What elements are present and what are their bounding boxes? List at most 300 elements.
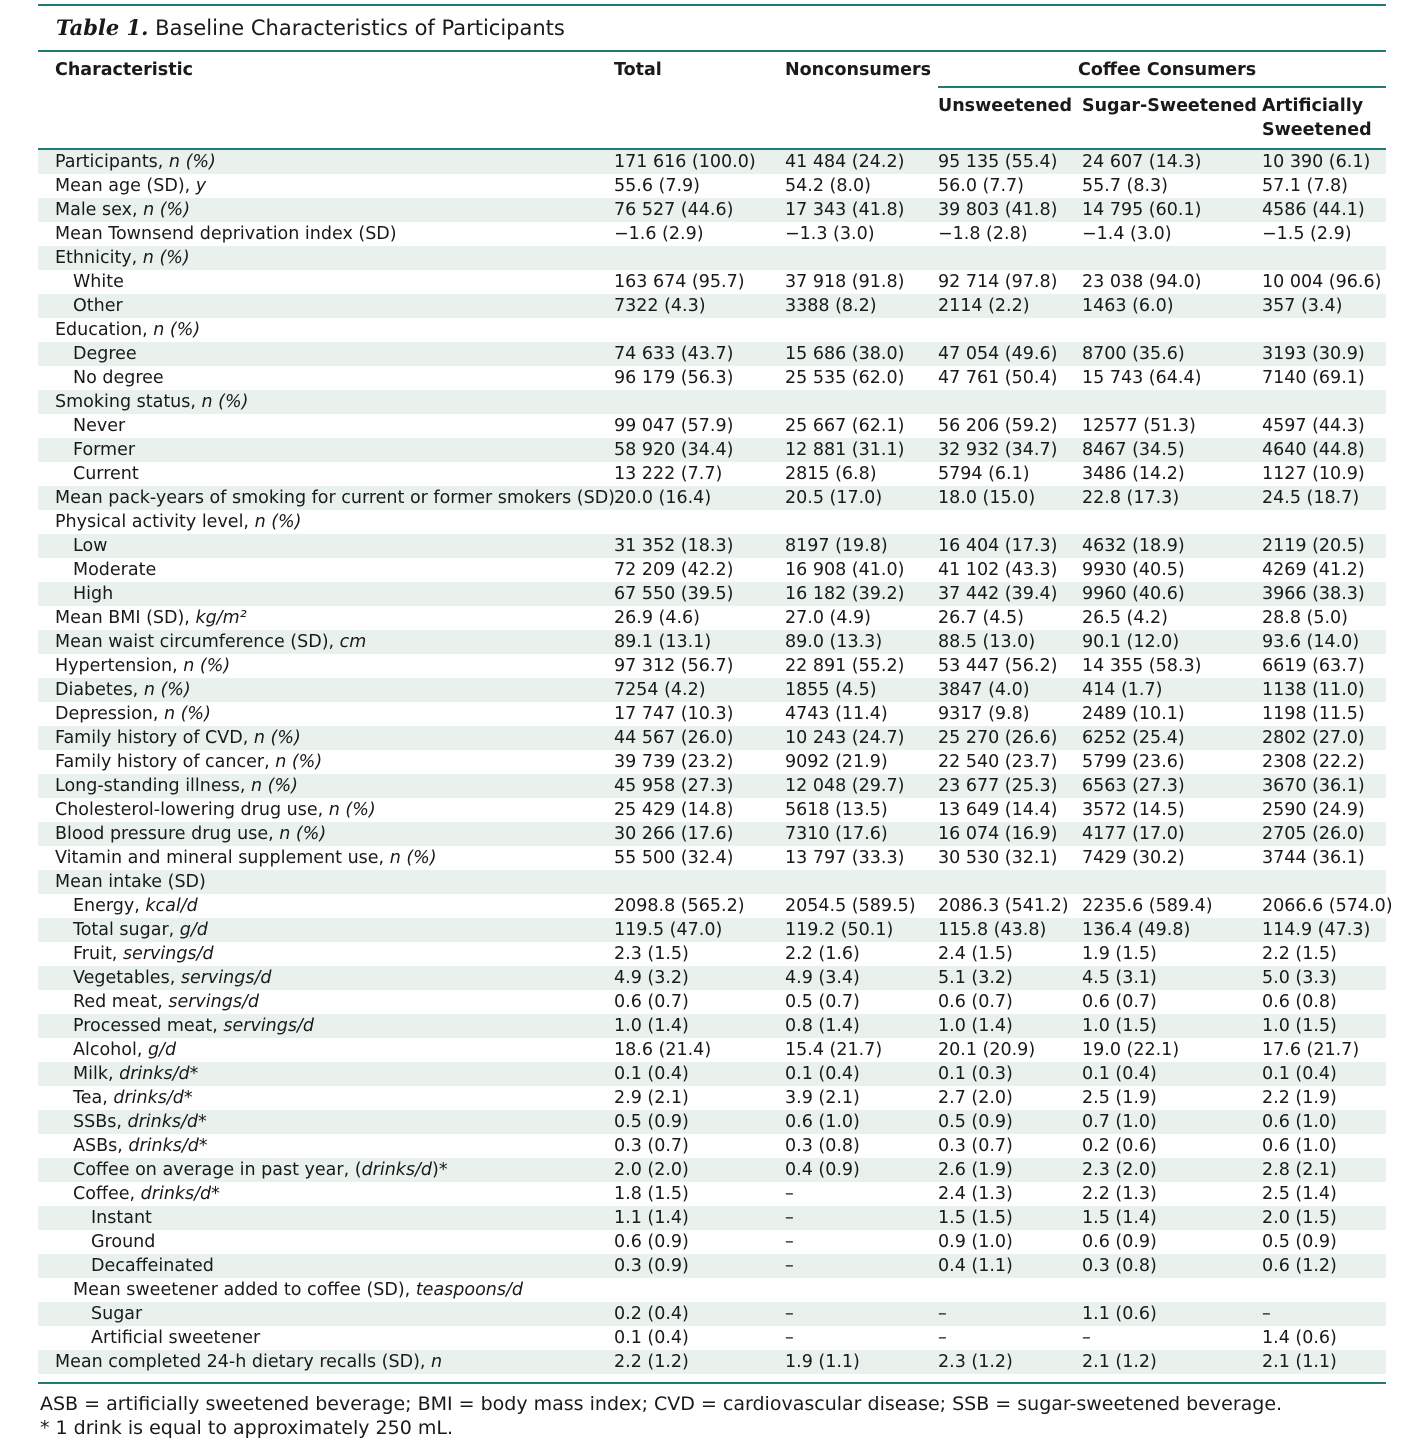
cell-unsweetened: 92 714 (97.8) [938, 272, 1058, 292]
cell-total: 26.9 (4.6) [614, 608, 701, 628]
table-row [38, 702, 1386, 726]
cell-sugar-sweetened: – [1082, 1328, 1091, 1348]
row-label-text: Instant [91, 1208, 152, 1228]
row-label-text: Family history of cancer, [55, 752, 276, 772]
cell-total: 0.5 (0.9) [614, 1112, 689, 1132]
table-row [38, 1182, 1386, 1206]
cell-artificially-sweetened: 2705 (26.0) [1262, 824, 1365, 844]
cell-unsweetened: 18.0 (15.0) [938, 488, 1036, 508]
cell-total: 4.9 (3.2) [614, 968, 689, 988]
row-unit: cm [339, 632, 367, 652]
cell-total: 0.6 (0.9) [614, 1232, 689, 1252]
cell-sugar-sweetened: 7429 (30.2) [1082, 848, 1185, 868]
cell-sugar-sweetened: 1.0 (1.5) [1082, 1016, 1157, 1036]
cell-unsweetened: 20.1 (20.9) [938, 1040, 1036, 1060]
cell-nonconsumers: 8197 (19.8) [785, 536, 888, 556]
table-label: Table 1. [56, 15, 149, 40]
row-label [73, 990, 259, 1014]
cell-total: 96 179 (56.3) [614, 368, 734, 388]
cell-artificially-sweetened: 2.2 (1.9) [1262, 1088, 1337, 1108]
row-label [73, 294, 123, 318]
cell-sugar-sweetened: 1.1 (0.6) [1082, 1304, 1157, 1324]
cell-artificially-sweetened: 357 (3.4) [1262, 296, 1343, 316]
table-row [38, 582, 1386, 606]
cell-sugar-sweetened: 0.2 (0.6) [1082, 1136, 1157, 1156]
row-label [55, 486, 615, 510]
col-header-artificially-line1: Artificially [1262, 96, 1364, 116]
row-label [73, 462, 139, 486]
row-label [73, 558, 156, 582]
cell-sugar-sweetened: 22.8 (17.3) [1082, 488, 1180, 508]
row-label-text: Long-standing illness, [55, 776, 251, 796]
cell-nonconsumers: – [785, 1256, 794, 1276]
cell-artificially-sweetened: 114.9 (47.3) [1262, 920, 1371, 940]
cell-artificially-sweetened: 0.5 (0.9) [1262, 1232, 1337, 1252]
table-row [38, 870, 1386, 894]
cell-unsweetened: 0.9 (1.0) [938, 1232, 1013, 1252]
cell-artificially-sweetened: 1.0 (1.5) [1262, 1016, 1337, 1036]
row-label-text: Mean intake (SD) [55, 872, 206, 892]
cell-nonconsumers: – [785, 1208, 794, 1228]
row-unit: drinks/d* [127, 1112, 207, 1132]
table-row [38, 1278, 1386, 1302]
cell-sugar-sweetened: 6252 (25.4) [1082, 728, 1185, 748]
cell-total: 163 674 (95.7) [614, 272, 745, 292]
cell-nonconsumers: 27.0 (4.9) [785, 608, 872, 628]
cell-nonconsumers: 16 182 (39.2) [785, 584, 905, 604]
row-label [55, 222, 397, 246]
cell-artificially-sweetened: 2802 (27.0) [1262, 728, 1365, 748]
row-label-text: Family history of CVD, [55, 728, 254, 748]
cell-nonconsumers: 0.4 (0.9) [785, 1160, 860, 1180]
row-label [55, 174, 206, 198]
row-label-text: Smoking status, [55, 392, 202, 412]
row-unit: n (%) [142, 248, 190, 268]
cell-nonconsumers: 0.5 (0.7) [785, 992, 860, 1012]
cell-artificially-sweetened: 2308 (22.2) [1262, 752, 1365, 772]
table-row [38, 1254, 1386, 1278]
cell-sugar-sweetened: 4177 (17.0) [1082, 824, 1185, 844]
row-label [91, 1302, 142, 1326]
row-unit: n (%) [253, 728, 301, 748]
row-unit: servings/d [180, 968, 272, 988]
row-label [73, 1182, 220, 1206]
row-label-text: Vegetables, [73, 968, 181, 988]
cell-sugar-sweetened: 3486 (14.2) [1082, 464, 1185, 484]
cell-artificially-sweetened: 1198 (11.5) [1262, 704, 1365, 724]
cell-artificially-sweetened: 1.4 (0.6) [1262, 1328, 1337, 1348]
row-label [73, 1158, 448, 1182]
cell-total: 76 527 (44.6) [614, 200, 734, 220]
cell-unsweetened: 26.7 (4.5) [938, 608, 1025, 628]
cell-sugar-sweetened: 1463 (6.0) [1082, 296, 1174, 316]
cell-total: 17 747 (10.3) [614, 704, 734, 724]
row-label-text: Coffee, [73, 1184, 141, 1204]
cell-sugar-sweetened: 2489 (10.1) [1082, 704, 1185, 724]
row-label [55, 798, 376, 822]
cell-artificially-sweetened: 4640 (44.8) [1262, 440, 1365, 460]
cell-total: 0.2 (0.4) [614, 1304, 689, 1324]
row-label [55, 870, 206, 894]
table-row [38, 726, 1386, 750]
cell-sugar-sweetened: 19.0 (22.1) [1082, 1040, 1180, 1060]
cell-unsweetened: 0.5 (0.9) [938, 1112, 1013, 1132]
cell-total: 2.3 (1.5) [614, 944, 689, 964]
row-label-text: Education, [55, 320, 154, 340]
row-label [73, 1062, 198, 1086]
cell-total: 2.2 (1.2) [614, 1352, 689, 1372]
cell-artificially-sweetened: 0.6 (1.0) [1262, 1112, 1337, 1132]
cell-nonconsumers: 12 048 (29.7) [785, 776, 905, 796]
cell-artificially-sweetened: 2.0 (1.5) [1262, 1208, 1337, 1228]
table-row [38, 822, 1386, 846]
row-label [55, 606, 247, 630]
row-unit: n (%) [389, 848, 437, 868]
table-row [38, 606, 1386, 630]
cell-total: 55.6 (7.9) [614, 176, 701, 196]
cell-total: 45 958 (27.3) [614, 776, 734, 796]
cell-nonconsumers: 25 667 (62.1) [785, 416, 905, 436]
row-label-text: Fruit, [73, 944, 123, 964]
cell-unsweetened: 2.3 (1.2) [938, 1352, 1013, 1372]
cell-artificially-sweetened: 4597 (44.3) [1262, 416, 1365, 436]
cell-total: 2.9 (2.1) [614, 1088, 689, 1108]
cell-nonconsumers: 0.8 (1.4) [785, 1016, 860, 1036]
row-label-text: Blood pressure drug use, [55, 824, 280, 844]
row-label-text: Ethnicity, [55, 248, 143, 268]
row-label [55, 726, 301, 750]
footnote-abbreviations: ASB = artificially sweetened beverage; BMI = body mass index; CVD = cardiovascular disease; SSB = sugar-sweetened beverage. [40, 1393, 1283, 1415]
cell-sugar-sweetened: 0.3 (0.8) [1082, 1256, 1157, 1276]
table-row [38, 1326, 1386, 1350]
cell-sugar-sweetened: 12577 (51.3) [1082, 416, 1196, 436]
table-row [38, 1110, 1386, 1134]
cell-unsweetened: 2114 (2.2) [938, 296, 1030, 316]
cell-unsweetened: 2.7 (2.0) [938, 1088, 1013, 1108]
table-row [38, 438, 1386, 462]
cell-nonconsumers: 2054.5 (589.5) [785, 896, 916, 916]
row-label-text: Energy, [73, 896, 146, 916]
table-row [38, 534, 1386, 558]
cell-total: 0.6 (0.7) [614, 992, 689, 1012]
table-row [38, 222, 1386, 246]
row-label-text: Mean age (SD), [55, 176, 196, 196]
row-unit: n (%) [168, 152, 216, 172]
row-label [73, 1110, 207, 1134]
row-label-text: White [73, 272, 124, 292]
row-label-text: High [73, 584, 114, 604]
table-row [38, 966, 1386, 990]
table-row [38, 846, 1386, 870]
cell-total: 0.3 (0.9) [614, 1256, 689, 1276]
cell-total: 20.0 (16.4) [614, 488, 712, 508]
cell-artificially-sweetened: 2.5 (1.4) [1262, 1184, 1337, 1204]
row-label [55, 774, 298, 798]
cell-sugar-sweetened: 2235.6 (589.4) [1082, 896, 1213, 916]
table-row [38, 918, 1386, 942]
cell-unsweetened: 39 803 (41.8) [938, 200, 1058, 220]
row-label [73, 366, 164, 390]
cell-total: 1.0 (1.4) [614, 1016, 689, 1036]
cell-artificially-sweetened: 1127 (10.9) [1262, 464, 1365, 484]
row-label [55, 246, 190, 270]
table-row [38, 894, 1393, 918]
row-unit: servings/d [223, 1016, 314, 1036]
top-rule [38, 4, 1386, 6]
cell-nonconsumers: 1.9 (1.1) [785, 1352, 860, 1372]
cell-sugar-sweetened: 0.6 (0.7) [1082, 992, 1157, 1012]
row-unit: n (%) [183, 656, 231, 676]
cell-sugar-sweetened: 14 795 (60.1) [1082, 200, 1202, 220]
cell-nonconsumers: 3388 (8.2) [785, 296, 877, 316]
table-row [38, 1350, 1386, 1374]
row-label [73, 1134, 208, 1158]
cell-sugar-sweetened: 8700 (35.6) [1082, 344, 1185, 364]
cell-unsweetened: 56.0 (7.7) [938, 176, 1025, 196]
table-row [38, 774, 1386, 798]
cell-nonconsumers: 25 535 (62.0) [785, 368, 905, 388]
row-label [55, 150, 216, 174]
cell-nonconsumers: 0.6 (1.0) [785, 1112, 860, 1132]
row-unit: g/d [147, 1040, 177, 1060]
cell-nonconsumers: – [785, 1328, 794, 1348]
row-label-text: Current [73, 464, 139, 484]
cell-artificially-sweetened: 3744 (36.1) [1262, 848, 1365, 868]
table-row [38, 1062, 1386, 1086]
row-label [73, 438, 135, 462]
cell-unsweetened: 30 530 (32.1) [938, 848, 1058, 868]
cell-artificially-sweetened: 2.8 (2.1) [1262, 1160, 1337, 1180]
row-label [73, 534, 107, 558]
row-label [73, 1038, 176, 1062]
row-label-text: Ground [91, 1232, 156, 1252]
cell-unsweetened: 2.6 (1.9) [938, 1160, 1013, 1180]
cell-unsweetened: 115.8 (43.8) [938, 920, 1047, 940]
row-unit: n (%) [163, 704, 211, 724]
row-unit: kcal/d [145, 896, 198, 916]
cell-sugar-sweetened: 14 355 (58.3) [1082, 656, 1202, 676]
cell-artificially-sweetened: 4269 (41.2) [1262, 560, 1365, 580]
row-label-text: Depression, [55, 704, 164, 724]
cell-total: 74 633 (43.7) [614, 344, 734, 364]
header-rule-top [38, 50, 1386, 52]
row-unit: drinks/d* [113, 1088, 193, 1108]
cell-sugar-sweetened: 6563 (27.3) [1082, 776, 1185, 796]
row-unit: n [431, 1352, 443, 1372]
row-label [73, 414, 125, 438]
cell-unsweetened: 22 540 (23.7) [938, 752, 1058, 772]
cell-total: 58 920 (34.4) [614, 440, 734, 460]
cell-nonconsumers: 119.2 (50.1) [785, 920, 894, 940]
cell-nonconsumers: 9092 (21.9) [785, 752, 888, 772]
row-label [73, 1014, 314, 1038]
cell-total: 72 209 (42.2) [614, 560, 734, 580]
cell-unsweetened: 5794 (6.1) [938, 464, 1030, 484]
table-title: Baseline Characteristics of Participants [155, 16, 565, 40]
cell-sugar-sweetened: 9930 (40.5) [1082, 560, 1185, 580]
cell-unsweetened: 5.1 (3.2) [938, 968, 1013, 988]
table-row [38, 630, 1386, 654]
cell-artificially-sweetened: 28.8 (5.0) [1262, 608, 1349, 628]
row-label [55, 750, 322, 774]
cell-sugar-sweetened: 5799 (23.6) [1082, 752, 1185, 772]
cell-total: 0.3 (0.7) [614, 1136, 689, 1156]
cell-unsweetened: 16 404 (17.3) [938, 536, 1058, 556]
cell-total: 119.5 (47.0) [614, 920, 723, 940]
cell-total: 30 266 (17.6) [614, 824, 734, 844]
cell-artificially-sweetened: 6619 (63.7) [1262, 656, 1365, 676]
row-label [91, 1254, 214, 1278]
cell-unsweetened: 9317 (9.8) [938, 704, 1030, 724]
cell-sugar-sweetened: 2.5 (1.9) [1082, 1088, 1157, 1108]
cell-sugar-sweetened: 1.5 (1.4) [1082, 1208, 1157, 1228]
cell-artificially-sweetened: 2.1 (1.1) [1262, 1352, 1337, 1372]
cell-nonconsumers: 22 891 (55.2) [785, 656, 905, 676]
row-unit: drinks/d [361, 1160, 433, 1180]
footnote-drink: * 1 drink is equal to approximately 250 mL. [40, 1417, 453, 1439]
row-label-text: Former [73, 440, 136, 460]
row-label [73, 894, 198, 918]
cell-unsweetened: 0.1 (0.3) [938, 1064, 1013, 1084]
bottom-rule [38, 1382, 1386, 1384]
row-label-suffix: )* [432, 1160, 448, 1180]
cell-unsweetened: 0.6 (0.7) [938, 992, 1013, 1012]
cell-unsweetened: 95 135 (55.4) [938, 152, 1058, 172]
row-label-text: Alcohol, [73, 1040, 148, 1060]
cell-sugar-sweetened: 15 743 (64.4) [1082, 368, 1202, 388]
cell-artificially-sweetened: 93.6 (14.0) [1262, 632, 1360, 652]
cell-sugar-sweetened: 0.1 (0.4) [1082, 1064, 1157, 1084]
cell-sugar-sweetened: 24 607 (14.3) [1082, 152, 1202, 172]
row-unit: servings/d [168, 992, 259, 1012]
cell-sugar-sweetened: 3572 (14.5) [1082, 800, 1185, 820]
cell-nonconsumers: 12 881 (31.1) [785, 440, 905, 460]
cell-unsweetened: −1.8 (2.8) [938, 224, 1028, 244]
table-row [38, 366, 1386, 390]
row-label [55, 630, 366, 654]
cell-total: 0.1 (0.4) [614, 1328, 689, 1348]
row-label-text: Artificial sweetener [91, 1328, 261, 1348]
cell-unsweetened: 88.5 (13.0) [938, 632, 1036, 652]
row-label-text: Mean completed 24-h dietary recalls (SD), [55, 1352, 432, 1372]
table-row [38, 198, 1386, 222]
cell-artificially-sweetened: 17.6 (21.7) [1262, 1040, 1360, 1060]
cell-artificially-sweetened: 0.1 (0.4) [1262, 1064, 1337, 1084]
row-label [55, 654, 230, 678]
row-label [73, 342, 137, 366]
row-unit: drinks/d* [140, 1184, 220, 1204]
row-label [73, 270, 124, 294]
cell-nonconsumers: – [785, 1304, 794, 1324]
cell-unsweetened: – [938, 1328, 947, 1348]
cell-total: 0.1 (0.4) [614, 1064, 689, 1084]
cell-artificially-sweetened: 57.1 (7.8) [1262, 176, 1349, 196]
cell-artificially-sweetened: 0.6 (1.2) [1262, 1256, 1337, 1276]
cell-unsweetened: 56 206 (59.2) [938, 416, 1058, 436]
cell-total: 44 567 (26.0) [614, 728, 734, 748]
row-unit: n (%) [143, 680, 191, 700]
cell-total: 25 429 (14.8) [614, 800, 734, 820]
row-label-text: Cholesterol-lowering drug use, [55, 800, 329, 820]
cell-unsweetened: 2086.3 (541.2) [938, 896, 1069, 916]
table-row [38, 342, 1386, 366]
cell-artificially-sweetened: 2119 (20.5) [1262, 536, 1365, 556]
cell-sugar-sweetened: 9960 (40.6) [1082, 584, 1185, 604]
cell-total: −1.6 (2.9) [614, 224, 704, 244]
table-row [38, 1206, 1386, 1230]
row-label-text: Vitamin and mineral supplement use, [55, 848, 390, 868]
row-label [73, 918, 208, 942]
cell-unsweetened: 1.0 (1.4) [938, 1016, 1013, 1036]
cell-unsweetened: 41 102 (43.3) [938, 560, 1058, 580]
cell-unsweetened: 1.5 (1.5) [938, 1208, 1013, 1228]
spanner-rule [938, 86, 1386, 88]
row-label-text: Diabetes, [55, 680, 144, 700]
cell-total: 97 312 (56.7) [614, 656, 734, 676]
cell-nonconsumers: 16 908 (41.0) [785, 560, 905, 580]
cell-unsweetened: 37 442 (39.4) [938, 584, 1058, 604]
table-row [38, 294, 1386, 318]
col-header-unsweetened: Unsweetened [938, 96, 1073, 116]
table-row [38, 1014, 1386, 1038]
cell-unsweetened: 47 761 (50.4) [938, 368, 1058, 388]
table-row [38, 1158, 1386, 1182]
row-unit: n (%) [279, 824, 327, 844]
cell-nonconsumers: 54.2 (8.0) [785, 176, 872, 196]
cell-total: 39 739 (23.2) [614, 752, 734, 772]
cell-unsweetened: 0.3 (0.7) [938, 1136, 1013, 1156]
table-row [38, 654, 1386, 678]
cell-artificially-sweetened: 4586 (44.1) [1262, 200, 1365, 220]
cell-unsweetened: 2.4 (1.5) [938, 944, 1013, 964]
row-label [55, 1350, 442, 1374]
row-label [55, 318, 200, 342]
cell-total: 2.0 (2.0) [614, 1160, 689, 1180]
table-row [38, 174, 1386, 198]
cell-sugar-sweetened: 2.3 (2.0) [1082, 1160, 1157, 1180]
col-header-artificially-line2: Sweetened [1262, 120, 1372, 140]
row-label-text: Total sugar, [73, 920, 180, 940]
cell-unsweetened: 16 074 (16.9) [938, 824, 1058, 844]
table-row [38, 486, 1386, 510]
cell-sugar-sweetened: 136.4 (49.8) [1082, 920, 1191, 940]
cell-total: 31 352 (18.3) [614, 536, 734, 556]
cell-sugar-sweetened: 4.5 (3.1) [1082, 968, 1157, 988]
row-label [73, 942, 214, 966]
cell-total: 7254 (4.2) [614, 680, 706, 700]
col-header-nonconsumers: Nonconsumers [785, 60, 932, 80]
row-unit: drinks/d* [128, 1136, 208, 1156]
cell-artificially-sweetened: 2.2 (1.5) [1262, 944, 1337, 964]
row-unit: n (%) [251, 776, 298, 796]
row-label [91, 1326, 260, 1350]
row-label-text: Participants, [55, 152, 169, 172]
cell-nonconsumers: 3.9 (2.1) [785, 1088, 860, 1108]
row-label-text: Physical activity level, [55, 512, 255, 532]
cell-unsweetened: 53 447 (56.2) [938, 656, 1058, 676]
cell-artificially-sweetened: 2066.6 (574.0) [1262, 896, 1393, 916]
cell-artificially-sweetened: 24.5 (18.7) [1262, 488, 1360, 508]
row-label-text: SSBs, [73, 1112, 128, 1132]
cell-total: 13 222 (7.7) [614, 464, 723, 484]
row-label-text: No degree [73, 368, 164, 388]
cell-total: 55 500 (32.4) [614, 848, 734, 868]
cell-sugar-sweetened: 2.1 (1.2) [1082, 1352, 1157, 1372]
cell-nonconsumers: 15 686 (38.0) [785, 344, 905, 364]
row-label [73, 582, 113, 606]
cell-artificially-sweetened: 3670 (36.1) [1262, 776, 1365, 796]
row-label-text: Coffee on average in past year, ( [73, 1160, 362, 1180]
